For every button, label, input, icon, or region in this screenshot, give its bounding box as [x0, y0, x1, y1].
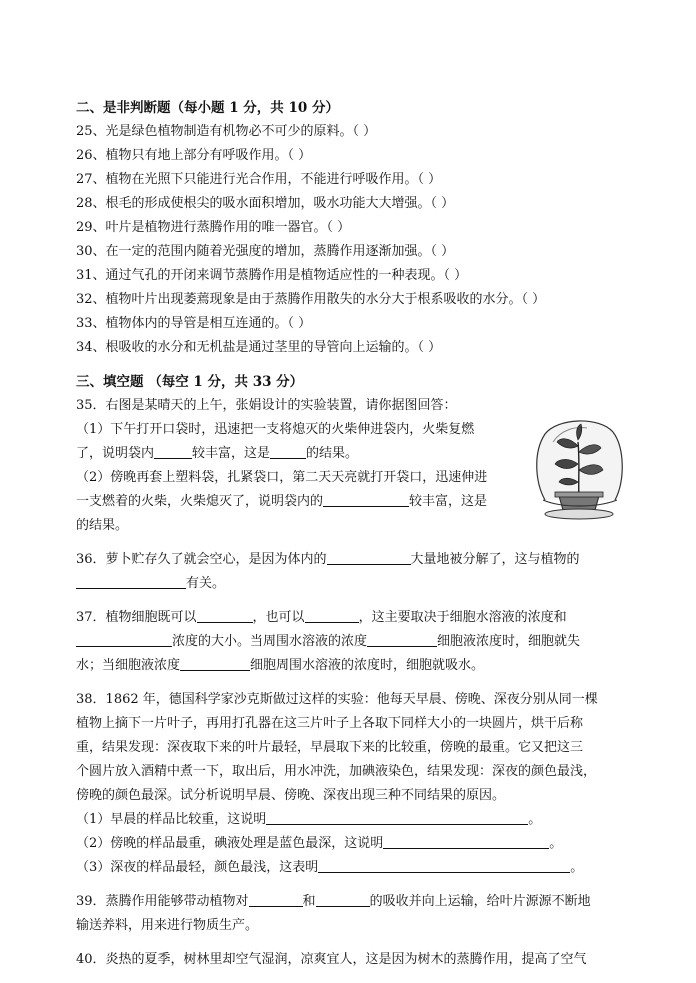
- q36-line2: 有关。: [76, 572, 621, 596]
- q35-p2b: 一支燃着的火柴，火柴熄灭了，说明袋内的 较丰富，这是: [76, 494, 488, 509]
- q34: 34、根吸收的水分和无机盐是通过茎里的导管向上运输的。（ ）: [76, 340, 442, 355]
- q31: 31、通过气孔的开闭来调节蒸腾作用是植物适应性的一种表现。（ ）: [76, 268, 468, 283]
- section3-title: 三、填空题 （每空 1 分，共 33 分）: [76, 374, 304, 390]
- q30: 30、在一定的范围内随着光强度的增加，蒸腾作用逐渐加强。（ ）: [76, 244, 455, 259]
- q38-line4: 个圆片放入酒精中煮一下，取出后，用水冲洗，加碘液染色，结果发现：深夜的颜色最浅，: [76, 764, 597, 779]
- q35-p2a: （2）傍晚再套上塑料袋，扎紧袋口，第二天天亮就打开袋口，迅速伸进: [76, 470, 488, 485]
- q38-line1: 38．1862 年，德国科学家沙克斯做过这样的实验：他每天早晨、傍晚、深夜分别从同一棵: [76, 692, 598, 707]
- q38-line3: 重，结果发现：深夜取下来的叶片最轻，早晨取下来的比较重，傍晚的最重。它又把这三: [76, 740, 584, 755]
- q33: 33、植物体内的导管是相互连通的。（ ）: [76, 316, 312, 331]
- q38-blank-2[interactable]: [383, 834, 549, 849]
- q37-blank-4[interactable]: [367, 632, 437, 647]
- q39-line2: 输送养料，用来进行物质生产。: [76, 918, 259, 933]
- q29: 29、叶片是植物进行蒸腾作用的唯一器官。（ ）: [76, 220, 351, 235]
- q39-blank-2[interactable]: [316, 892, 370, 907]
- plant-bell-jar-figure: [531, 412, 626, 522]
- q38-blank-1[interactable]: [266, 810, 528, 825]
- q35-p1a: （1）下午打开口袋时，迅速把一支将熄灭的火柴伸进袋内，火柴复燃: [76, 422, 475, 437]
- q36-line1: 36．萝卜贮存久了就会空心，是因为体内的 大量地被分解了，这与植物的: [76, 552, 580, 567]
- q38-blank-3[interactable]: [318, 858, 570, 873]
- q35-blank-2[interactable]: [270, 444, 306, 459]
- q39-blank-1[interactable]: [249, 892, 303, 907]
- q25: 25、光是绿色植物制造有机物必不可少的原料。（ ）: [76, 124, 377, 139]
- q37-line3: 水；当细胞液浓度 细胞周围水溶液的浓度时，细胞就吸水。: [76, 658, 485, 673]
- q38-line2: 植物上摘下一片叶子，再用打孔器在这三片叶子上各取下同样大小的一块圆片，烘干后称: [76, 716, 584, 731]
- q37-blank-2[interactable]: [305, 608, 359, 623]
- q36-blank-1[interactable]: [327, 550, 411, 565]
- q40-line1: 40．炎热的夏季，树林里却空气湿润，凉爽宜人，这是因为树木的蒸腾作用，提高了空气: [76, 952, 587, 967]
- q35-p2c: 的结果。: [76, 518, 129, 533]
- q35-intro: 35．右图是某晴天的上午，张娟设计的实验装置，请你据图回答：: [76, 398, 457, 413]
- q35-p1b: 了，说明袋内 较丰富，这是 的结果。: [76, 446, 359, 461]
- q38-sub3: （3）深夜的样品最轻，颜色最浅，这表明 。: [76, 860, 584, 875]
- q35-blank-1[interactable]: [154, 444, 192, 459]
- q37-blank-3[interactable]: [76, 632, 172, 647]
- q26: 26、植物只有地上部分有呼吸作用。（ ）: [76, 148, 312, 163]
- q28: 28、根毛的形成使根尖的吸水面积增加，吸水功能大大增强。（ ）: [76, 196, 455, 211]
- q38-sub1: （1）早晨的样品比较重，这说明 。: [76, 812, 542, 827]
- q39-line1: 39．蒸腾作用能够带动植物对 和 的吸收并向上运输，给叶片源源不断地: [76, 894, 591, 909]
- q36-blank-2[interactable]: [76, 574, 186, 589]
- q38-line5: 傍晚的颜色最深。试分析说明早晨、傍晚、深夜出现三种不同结果的原因。: [76, 788, 506, 803]
- q37-line2: 浓度的大小。当周围水溶液的浓度 细胞液浓度时，细胞就失: [76, 630, 621, 654]
- q32: 32、植物叶片出现萎蔫现象是由于蒸腾作用散失的水分大于根系吸收的水分。（ ）: [76, 292, 546, 307]
- q35-blank-3[interactable]: [323, 492, 409, 507]
- section2-title: 二、是非判断题（每小题 1 分，共 10 分）: [76, 100, 339, 116]
- q37-line1: 37．植物细胞既可以 ，也可以 ，这主要取决于细胞水溶液的浓度和: [76, 610, 567, 625]
- q35: [76, 394, 621, 538]
- q27: 27、植物在光照下只能进行光合作用，不能进行呼吸作用。（ ）: [76, 172, 442, 187]
- q38-sub2: （2）傍晚的样品最重，碘液处理是蓝色最深，这说明 。: [76, 836, 563, 851]
- q37-blank-5[interactable]: [180, 656, 250, 671]
- q37-blank-1[interactable]: [197, 608, 253, 623]
- exam-page: [76, 96, 621, 972]
